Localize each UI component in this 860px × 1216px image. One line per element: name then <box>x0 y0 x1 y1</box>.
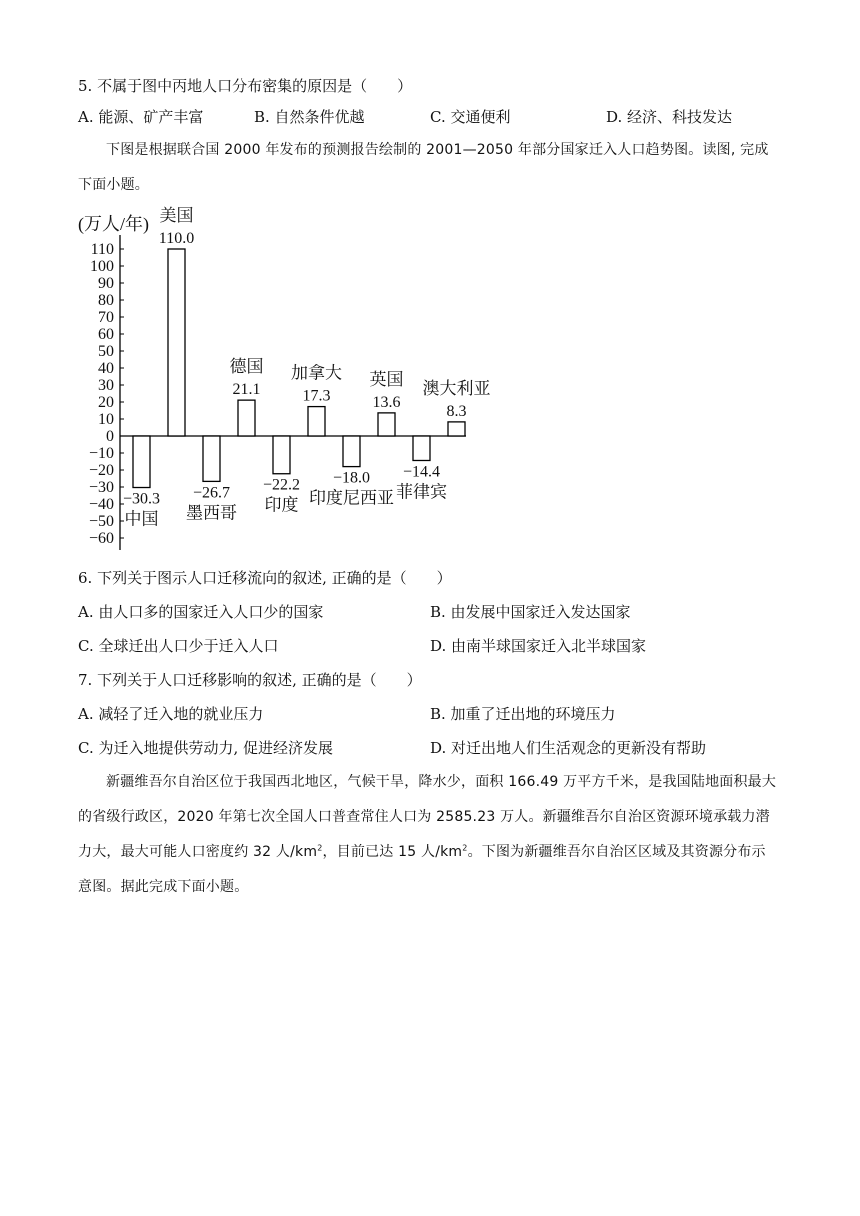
question-7-option-d[interactable]: D. 对迁出地人们生活观念的更新没有帮助 <box>430 739 707 757</box>
question-5-option-b[interactable]: B. 自然条件优越 <box>254 108 365 126</box>
y-tick-label: 100 <box>90 258 114 275</box>
y-tick-label: −20 <box>88 462 114 479</box>
bar-value-label: −26.7 <box>192 484 231 502</box>
bar-category-label: 墨西哥 <box>186 503 237 523</box>
xinjiang-intro-part3: 。下图为新疆维吾尔自治区区域及其资源分布示意图。据此完成下面小题。 <box>78 844 766 895</box>
bar-value-label: 110.0 <box>158 230 195 247</box>
question-7-option-c[interactable]: C. 为迁入地提供劳动力, 促进经济发展 <box>78 739 334 757</box>
bar <box>238 400 255 436</box>
bar-category-label: 德国 <box>229 357 264 377</box>
y-tick-label: 0 <box>106 428 114 445</box>
bar-value-label: −30.3 <box>122 490 161 508</box>
bar-value-label: −14.4 <box>402 463 441 481</box>
y-tick-label: 30 <box>98 377 114 394</box>
question-7-option-a[interactable]: A. 减轻了迁入地的就业压力 <box>78 705 264 723</box>
y-tick-label: 50 <box>98 343 114 360</box>
bar-category-label: 澳大利亚 <box>422 378 491 398</box>
y-tick-label: −10 <box>88 445 114 462</box>
y-tick-label: 90 <box>98 275 114 292</box>
question-6-option-d[interactable]: D. 由南半球国家迁入北半球国家 <box>430 637 647 655</box>
question-6-option-c[interactable]: C. 全球迁出人口少于迁入人口 <box>78 637 279 655</box>
bar-category-label: 菲律宾 <box>396 482 447 502</box>
y-tick-label: −30 <box>88 479 114 496</box>
bar-value-label: 21.1 <box>232 381 261 399</box>
y-tick-label: 80 <box>98 292 114 309</box>
bar <box>413 436 430 460</box>
bar <box>308 407 325 436</box>
y-tick-label: −40 <box>88 496 114 513</box>
y-axis-label: (万人/年) <box>78 214 149 234</box>
bar-value-label: −18.0 <box>332 469 371 487</box>
bar <box>343 436 360 467</box>
y-tick-label: 110 <box>90 241 114 258</box>
y-tick-label: 10 <box>98 411 114 428</box>
question-6-option-a[interactable]: A. 由人口多的国家迁入人口少的国家 <box>78 603 324 621</box>
bar-value-label: 13.6 <box>372 393 401 411</box>
bar-value-label: 17.3 <box>302 387 331 405</box>
bar <box>168 249 185 436</box>
migration-bar-chart <box>68 200 508 555</box>
bar-category-label: 印度尼西亚 <box>309 488 394 508</box>
xinjiang-intro-part1: 新疆维吾尔自治区位于我国西北地区，气候干旱，降水少，面积 166.49 万平方千米，是我国陆地面积最大的省级行政区，2020 年第七次全国人口普查常住人口为 2585.23 万人。新疆维吾尔自治区资源环境承载力潜力大，最大可能人口密度约 32 人/km <box>78 774 777 860</box>
bar <box>273 436 290 474</box>
bar-category-label: 印度 <box>264 495 299 515</box>
y-tick-label: 60 <box>98 326 114 343</box>
bar <box>378 413 395 436</box>
bar <box>448 422 465 436</box>
bar-category-label: 美国 <box>159 206 194 225</box>
y-tick-label: 40 <box>98 360 114 377</box>
xinjiang-intro-part2: ，目前已达 15 人/km <box>322 844 463 860</box>
bar-value-label: −22.2 <box>262 476 301 494</box>
y-tick-label: −50 <box>88 513 114 530</box>
chart-intro-paragraph: 下图是根据联合国 2000 年发布的预测报告绘制的 2001—2050 年部分国家迁入人口趋势图。读图, 完成下面小题。 <box>78 142 769 193</box>
question-6-option-b[interactable]: B. 由发展中国家迁入发达国家 <box>430 603 631 621</box>
bar-value-label: 8.3 <box>446 402 467 420</box>
question-5-option-c[interactable]: C. 交通便利 <box>430 108 511 126</box>
bar <box>133 436 150 488</box>
question-5-option-d[interactable]: D. 经济、科技发达 <box>606 108 733 126</box>
xinjiang-intro-sup1: 2 <box>317 843 323 853</box>
question-7-option-b[interactable]: B. 加重了迁出地的环境压力 <box>430 705 616 723</box>
question-5-option-a[interactable]: A. 能源、矿产丰富 <box>78 108 204 126</box>
y-tick-label: −60 <box>88 530 114 547</box>
bar-category-label: 英国 <box>369 369 404 389</box>
question-6-stem: 6. 下列关于图示人口迁移流向的叙述, 正确的是（ ） <box>78 569 452 587</box>
bar-category-label: 中国 <box>124 509 159 529</box>
xinjiang-intro-paragraph <box>78 765 778 905</box>
xinjiang-intro-sup2: 2 <box>462 843 468 853</box>
question-5-stem: 5. 不属于图中丙地人口分布密集的原因是（ ） <box>78 77 413 95</box>
bar <box>203 436 220 481</box>
y-tick-label: 70 <box>98 309 114 326</box>
bar-category-label: 加拿大 <box>291 363 342 383</box>
question-7-stem: 7. 下列关于人口迁移影响的叙述, 正确的是（ ） <box>78 671 422 689</box>
y-tick-label: 20 <box>98 394 114 411</box>
